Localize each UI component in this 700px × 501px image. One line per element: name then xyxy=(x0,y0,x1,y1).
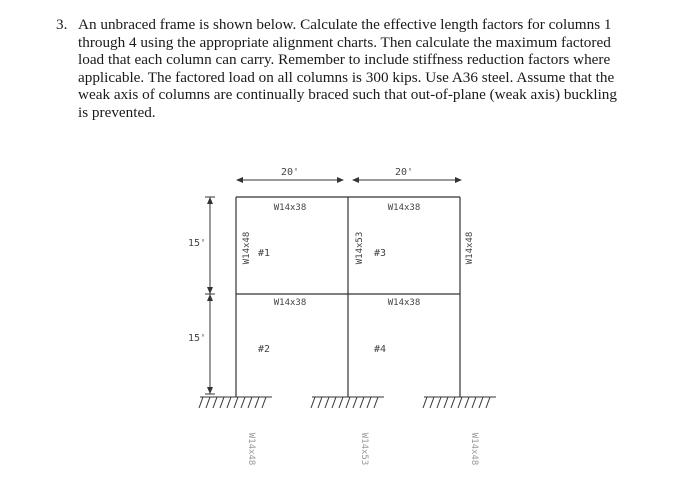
bleed-label-right: W14x48 xyxy=(469,432,479,466)
hatch-right xyxy=(423,397,490,408)
problem-line-6: is prevented. xyxy=(78,103,156,121)
hatch-middle xyxy=(311,397,378,408)
problem-line-2: through 4 using the appropriate alignment charts. Then calculate the maximum factored xyxy=(78,33,611,51)
bleed-label-middle: W14x53 xyxy=(359,432,369,466)
column-4-id: #4 xyxy=(374,344,387,355)
beam-floor-right-label: W14x38 xyxy=(387,298,421,308)
support-hatching xyxy=(199,397,496,408)
problem-number: 3. xyxy=(56,16,68,33)
problem-line-5: weak axis of columns are continually braced such that out-of-plane (weak axis) buckling xyxy=(78,86,617,104)
story-dim-lower: 15' xyxy=(188,333,207,344)
column-2-id: #2 xyxy=(258,344,271,355)
column-3-id: #3 xyxy=(374,248,387,259)
column-middle-section-label: W14x53 xyxy=(355,231,365,265)
beam-roof-right-label: W14x38 xyxy=(387,203,421,213)
bay-dim-right: 20' xyxy=(394,167,414,178)
problem-line-1: An unbraced frame is shown below. Calculate the effective length factors for columns 1 xyxy=(78,16,612,33)
story-dim-upper: 15' xyxy=(188,238,207,249)
beam-floor-left-label: W14x38 xyxy=(273,298,307,308)
column-right-section-label: W14x48 xyxy=(465,231,475,265)
problem-line-3: load that each column can carry. Remember to include stiffness reduction factors where xyxy=(78,51,611,69)
problem-line-4: applicable. The factored load on all columns is 300 kips. Use A36 steel. Assume that the xyxy=(78,68,615,86)
column-left-section-label: W14x48 xyxy=(242,231,252,265)
column-1-id: #1 xyxy=(258,248,271,259)
bleed-label-left: W14x48 xyxy=(246,432,256,466)
hatch-left xyxy=(199,397,266,408)
bay-dim-left: 20' xyxy=(280,167,300,178)
beam-roof-left-label: W14x38 xyxy=(273,203,307,213)
